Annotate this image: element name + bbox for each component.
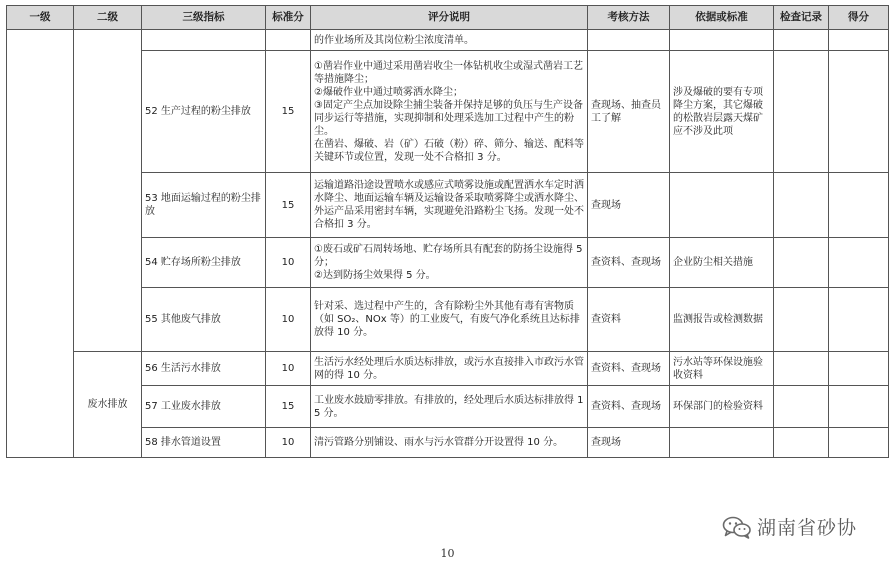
- points-cell: [829, 288, 889, 352]
- continuation-description: 的作业场所及其岗位粉尘浓度清单。: [311, 30, 588, 51]
- record-cell: [774, 288, 829, 352]
- points-cell: [829, 51, 889, 173]
- table-row: [7, 352, 889, 386]
- description-cell: [311, 51, 588, 173]
- description-line: ③固定产尘点加设除尘捕尘装备并保持足够的负压与生产设备同步运行等措施，实现抑制和处理采选加工过程中产生的粉尘。: [314, 99, 583, 137]
- table-row: [7, 30, 889, 51]
- table-header-row: [7, 6, 889, 30]
- watermark: [722, 513, 857, 540]
- score-cell: 10: [266, 352, 311, 386]
- standards-table: [6, 5, 889, 458]
- score-cell: 15: [266, 386, 311, 428]
- indicator-cell: 55 其他废气排放: [142, 288, 266, 352]
- score-cell: 10: [266, 238, 311, 288]
- basis-cell: 涉及爆破的要有专项降尘方案，其它爆破的松散岩层露天煤矿应不涉及此项: [670, 51, 774, 173]
- watermark-text: 湖南省砂协: [757, 517, 858, 539]
- indicator-cell: 57 工业废水排放: [142, 386, 266, 428]
- indicator-cell: 52 生产过程的粉尘排放: [142, 51, 266, 173]
- description-cell: [311, 173, 588, 238]
- page-number: 10: [440, 547, 455, 560]
- basis-cell: [670, 428, 774, 458]
- header-description: 评分说明: [311, 6, 588, 30]
- indicator-cell: 54 贮存场所粉尘排放: [142, 238, 266, 288]
- description-line: ①凿岩作业中通过采用凿岩收尘一体钻机收尘或湿式凿岩工艺等措施降尘；: [314, 60, 583, 85]
- record-cell: [774, 352, 829, 386]
- description-line: 运输道路沿途设置喷水或感应式喷雾设施或配置洒水车定时洒水降尘、地面运输车辆及运输设备采取喷雾降尘或洒水降尘、外运产品采用密封车辆，实现避免沿路粉尘飞扬。发现一处不合格扣 3 分。: [314, 180, 584, 230]
- points-cell: [829, 386, 889, 428]
- header-points: 得分: [829, 6, 889, 30]
- indicator-cell: 56 生活污水排放: [142, 352, 266, 386]
- score-cell: 15: [266, 173, 311, 238]
- indicator-cell: 53 地面运输过程的粉尘排放: [142, 173, 266, 238]
- method-cell: 查现场: [588, 428, 670, 458]
- method-cell: 查资料、查现场: [588, 386, 670, 428]
- wechat-icon: [722, 515, 752, 539]
- header-level3: 三级指标: [142, 6, 266, 30]
- description-cell: [311, 352, 588, 386]
- indicator-cell: 58 排水管道设置: [142, 428, 266, 458]
- method-cell: 查资料: [588, 288, 670, 352]
- score-cell: 10: [266, 288, 311, 352]
- record-cell: [774, 51, 829, 173]
- method-cell: 查资料、查现场: [588, 238, 670, 288]
- record-cell: [774, 428, 829, 458]
- basis-cell: 监测报告或检测数据: [670, 288, 774, 352]
- description-line: 在凿岩、爆破、岩（矿）石破（粉）碎、筛分、输送、配料等关键环节或位置，发现一处不合格扣 3 分。: [314, 138, 584, 163]
- header-method: 考核方法: [588, 6, 670, 30]
- record-cell: [774, 238, 829, 288]
- header-record: 检查记录: [774, 6, 829, 30]
- points-cell: [829, 238, 889, 288]
- score-cell: 15: [266, 51, 311, 173]
- method-cell: 查资料、查现场: [588, 352, 670, 386]
- header-basis: 依据或标准: [670, 6, 774, 30]
- description-line: 清污管路分别铺设、雨水与污水管群分开设置得 10 分。: [314, 437, 564, 448]
- description-line: 生活污水经处理后水质达标排放，或污水直接排入市政污水管网的得 10 分。: [314, 356, 584, 381]
- basis-cell: 污水站等环保设施验收资料: [670, 352, 774, 386]
- header-score: 标准分: [266, 6, 311, 30]
- points-cell: [829, 173, 889, 238]
- description-line: ①废石或矿石周转场地、贮存场所具有配套的防扬尘设施得 5 分；: [314, 244, 583, 268]
- description-cell: [311, 428, 588, 458]
- method-cell: 查现场: [588, 173, 670, 238]
- description-line: ②达到防扬尘效果得 5 分。: [314, 270, 436, 281]
- points-cell: [829, 352, 889, 386]
- points-cell: [829, 428, 889, 458]
- description-cell: [311, 386, 588, 428]
- level2-cell-wastewater: 废水排放: [74, 352, 142, 458]
- record-cell: [774, 173, 829, 238]
- header-level1: 一级: [7, 6, 74, 30]
- score-cell: 10: [266, 428, 311, 458]
- basis-cell: 环保部门的检验资料: [670, 386, 774, 428]
- description-line: 针对采、选过程中产生的，含有除粉尘外其他有毒有害物质（如 SO₂、NOx 等）的工业废气，有废气净化系统且达标排放得 10 分。: [314, 301, 580, 338]
- basis-cell: [670, 173, 774, 238]
- method-cell: 查现场、抽查员工了解: [588, 51, 670, 173]
- basis-cell: 企业防尘相关措施: [670, 238, 774, 288]
- level1-cell: [7, 30, 74, 458]
- description-cell: [311, 288, 588, 352]
- level2-cell-air: [74, 30, 142, 352]
- record-cell: [774, 386, 829, 428]
- description-line: 工业废水鼓励零排放。有排放的，经处理后水质达标排放得 15 分。: [314, 394, 584, 419]
- description-line: ②爆破作业中通过喷雾洒水降尘；: [314, 86, 463, 98]
- description-cell: [311, 238, 588, 288]
- header-level2: 二级: [74, 6, 142, 30]
